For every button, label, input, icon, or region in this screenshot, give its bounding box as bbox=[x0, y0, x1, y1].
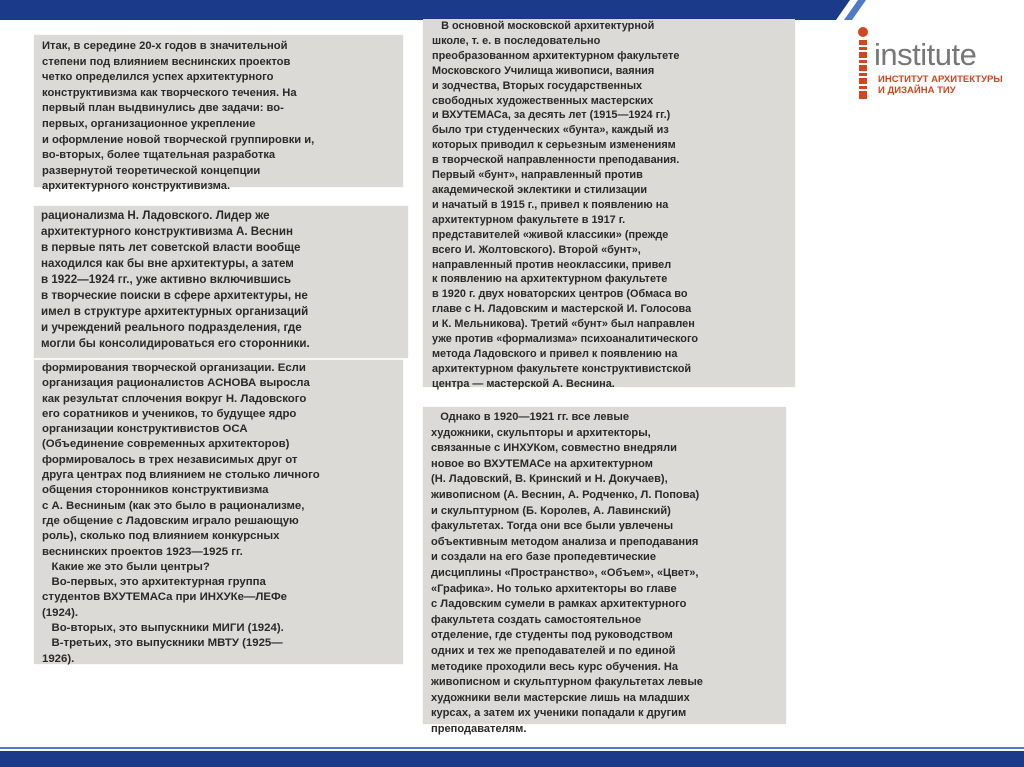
text-line: роль), сколько под влиянием конкурсных bbox=[42, 530, 280, 543]
text-line: архитектурном факультете конструктивистской bbox=[432, 362, 692, 375]
text-line: связанные с ИНХУКом, совместно внедряли bbox=[431, 442, 678, 455]
bottom-banner-graphic bbox=[0, 746, 1024, 767]
text-line: и скульптурном (Б. Королев, А. Лавинский) bbox=[431, 504, 671, 517]
text-line: 1926). bbox=[42, 652, 75, 665]
text-line: отделение, где студенты под руководством bbox=[431, 629, 673, 642]
text-line: во-вторых, более тщательная разработка bbox=[42, 149, 276, 162]
logo-mark-icon bbox=[854, 24, 872, 102]
text-line: формировалось в трех независимых друг от bbox=[42, 453, 298, 466]
text-line: с Ладовским сумели в рамках архитектурного bbox=[431, 598, 687, 611]
text-line: Однако в 1920—1921 гг. все левые bbox=[431, 411, 630, 423]
top-banner bbox=[0, 0, 1024, 20]
text-line: с А. Весниным (как это было в рационализме, bbox=[42, 499, 305, 512]
text-line: факультетах. Тогда они все были увлечены bbox=[431, 520, 674, 533]
text-clipping bbox=[423, 407, 786, 735]
text-clipping bbox=[34, 360, 403, 664]
clipping-paragraph bbox=[42, 361, 399, 667]
text-line: центра — мастерской А. Веснина. bbox=[432, 377, 615, 390]
text-line: было три студенческих «бунта», каждый из bbox=[432, 124, 669, 137]
text-line: новое во ВХУТЕМАСе на архитектурном bbox=[431, 457, 653, 470]
text-line: (Н. Ладовский, В. Кринский и Н. Докучаев), bbox=[431, 473, 668, 486]
text-line: и зодчества, Вторых государственных bbox=[432, 79, 643, 92]
text-line: Московского Училища живописи, ваяния bbox=[432, 64, 655, 77]
text-line: архитектурном факультете в 1917 г. bbox=[432, 213, 626, 226]
text-line: развернутой теоретической концепции bbox=[42, 164, 261, 177]
text-line: методике проходили весь курс обучения. На bbox=[431, 660, 679, 673]
text-line: общения сторонников конструктивизма bbox=[42, 484, 269, 497]
text-line: находился как бы вне архитектуры, а затем bbox=[41, 257, 294, 270]
text-line: формирования творческой организации. Если bbox=[42, 362, 306, 374]
text-line: В основной московской архитектурной bbox=[432, 20, 655, 32]
text-line: организация рационалистов АСНОВА выросла bbox=[42, 377, 310, 390]
text-line: первых, организационное укрепление bbox=[42, 117, 256, 130]
text-line: где общение с Ладовским играло решающую bbox=[42, 514, 299, 527]
text-line: школе, т. е. в последовательно bbox=[432, 34, 601, 47]
text-line: его соратников и учеников, то будущее ядро bbox=[42, 407, 297, 420]
text-line: первый план выдвинулись две задачи: во- bbox=[42, 102, 284, 115]
text-line: живописном и скульптурном факультетах левые bbox=[431, 676, 703, 689]
text-clipping bbox=[34, 35, 403, 193]
text-line: Во-первых, это архитектурная группа bbox=[42, 576, 266, 589]
text-line: в творческой направленности преподавания. bbox=[432, 154, 680, 167]
text-line: могли бы консолидироваться его сторонники. bbox=[41, 337, 310, 350]
text-clipping bbox=[423, 19, 795, 390]
text-line: дисциплины «Пространство», «Объем», «Цвет», bbox=[431, 566, 699, 579]
text-line: конструктивизма как творческого течения. На bbox=[42, 86, 297, 99]
logo-wordmark: institute bbox=[874, 37, 977, 72]
text-line: (1924). bbox=[42, 606, 79, 619]
logo-subtitle bbox=[878, 74, 1003, 96]
text-line: Итак, в середине 20-х годов в значительной bbox=[42, 40, 288, 52]
text-line: (Объединение современных архитекторов) bbox=[42, 438, 290, 451]
text-line: Во-вторых, это выпускники МИГИ (1924). bbox=[42, 622, 284, 635]
clipping-paragraph bbox=[41, 208, 404, 352]
text-line: свободных художественных мастерских bbox=[432, 94, 654, 107]
text-line: направленный против неоклассики, привел bbox=[432, 258, 672, 271]
text-line: академической эклектики и стилизации bbox=[432, 183, 648, 196]
text-line: всего И. Жолтовского). Второй «бунт», bbox=[432, 243, 641, 256]
text-line: и создали на его базе пропедевтические bbox=[431, 551, 657, 564]
text-line: в 1920 г. двух новаторских центров (Обмаса во bbox=[432, 288, 688, 301]
text-line: архитектурного конструктивизма А. Веснин bbox=[41, 225, 294, 238]
text-line: живописном (А. Веснин, А. Родченко, Л. Попова) bbox=[431, 488, 700, 501]
text-line: главе с Н. Ладовским и мастерской И. Голосова bbox=[432, 303, 692, 316]
text-line: Какие же это были центры? bbox=[42, 560, 210, 573]
text-line: метода Ладовского и привел к появлению на bbox=[432, 347, 678, 360]
text-line: объективным методом анализа и преподавания bbox=[431, 535, 699, 548]
text-line: преподавателям. bbox=[431, 722, 527, 735]
text-line: В-третьих, это выпускники МВТУ (1925— bbox=[42, 637, 283, 650]
text-line: имел в структуре архитектурных организаций bbox=[41, 305, 309, 318]
logo-subtitle-line: ИНСТИТУТ АРХИТЕКТУРЫ bbox=[878, 74, 1003, 85]
text-line: организации конструктивистов ОСА bbox=[42, 423, 248, 436]
bottom-banner bbox=[0, 746, 1024, 767]
text-line: художники, скульпторы и архитекторы, bbox=[431, 426, 651, 439]
text-clipping bbox=[34, 206, 408, 358]
text-line: в творческие поиски в сфере архитектуры, не bbox=[41, 289, 308, 302]
text-line: курсах, а затем их ученики попадали к другим bbox=[431, 707, 687, 720]
clipping-paragraph bbox=[432, 19, 791, 392]
text-line: друга центрах под влиянием не столько личного bbox=[42, 469, 320, 482]
text-line: веснинских проектов 1923—1925 гг. bbox=[42, 545, 243, 558]
clipping-paragraph bbox=[42, 39, 399, 195]
text-line: степени под влиянием веснинских проектов bbox=[42, 55, 291, 68]
text-line: и начатый в 1915 г., привел к появлению на bbox=[432, 198, 669, 211]
text-line: «Графика». Но только архитекторы во главе bbox=[431, 582, 677, 595]
text-line: художники вели мастерские лишь на младших bbox=[431, 691, 690, 704]
text-line: уже против «формализма» психоаналитического bbox=[432, 333, 698, 346]
text-line: преобразованном архитектурном факультете bbox=[432, 49, 680, 62]
text-line: студентов ВХУТЕМАСа при ИНХУКе—ЛЕФе bbox=[42, 591, 287, 604]
top-banner-graphic bbox=[0, 0, 1024, 20]
text-line: представителей «живой классики» (прежде bbox=[432, 228, 669, 241]
text-line: которых приводил к серьезным изменениям bbox=[432, 139, 676, 152]
text-line: в 1922—1924 гг., уже активно включившись bbox=[41, 273, 291, 286]
clipping-paragraph bbox=[431, 407, 782, 737]
text-line: в первые пять лет советской власти вообще bbox=[41, 241, 301, 254]
text-line: к появлению на архитектурном факультете bbox=[432, 273, 668, 286]
text-line: одних и тех же преподавателей и по единой bbox=[431, 644, 676, 657]
text-line: как результат сплочения вокруг Н. Ладовского bbox=[42, 392, 307, 405]
text-line: рационализма Н. Ладовского. Лидер же bbox=[41, 209, 270, 222]
institute-logo bbox=[854, 24, 1014, 104]
text-line: факультета создать самостоятельное bbox=[431, 613, 642, 626]
logo-subtitle-line: И ДИЗАЙНА ТИУ bbox=[878, 85, 956, 96]
text-line: архитектурного конструктивизма. bbox=[42, 180, 231, 193]
text-line: Первый «бунт», направленный против bbox=[432, 169, 643, 182]
text-line: четко определился успех архитектурного bbox=[42, 71, 274, 84]
text-line: и ВХУТЕМАСа, за десять лет (1915—1924 гг.) bbox=[432, 109, 671, 122]
text-line: и учреждений реального подразделения, где bbox=[41, 321, 302, 334]
text-line: и оформление новой творческой группировки и, bbox=[42, 133, 315, 146]
text-line: и К. Мельникова). Третий «бунт» был направлен bbox=[432, 318, 695, 331]
